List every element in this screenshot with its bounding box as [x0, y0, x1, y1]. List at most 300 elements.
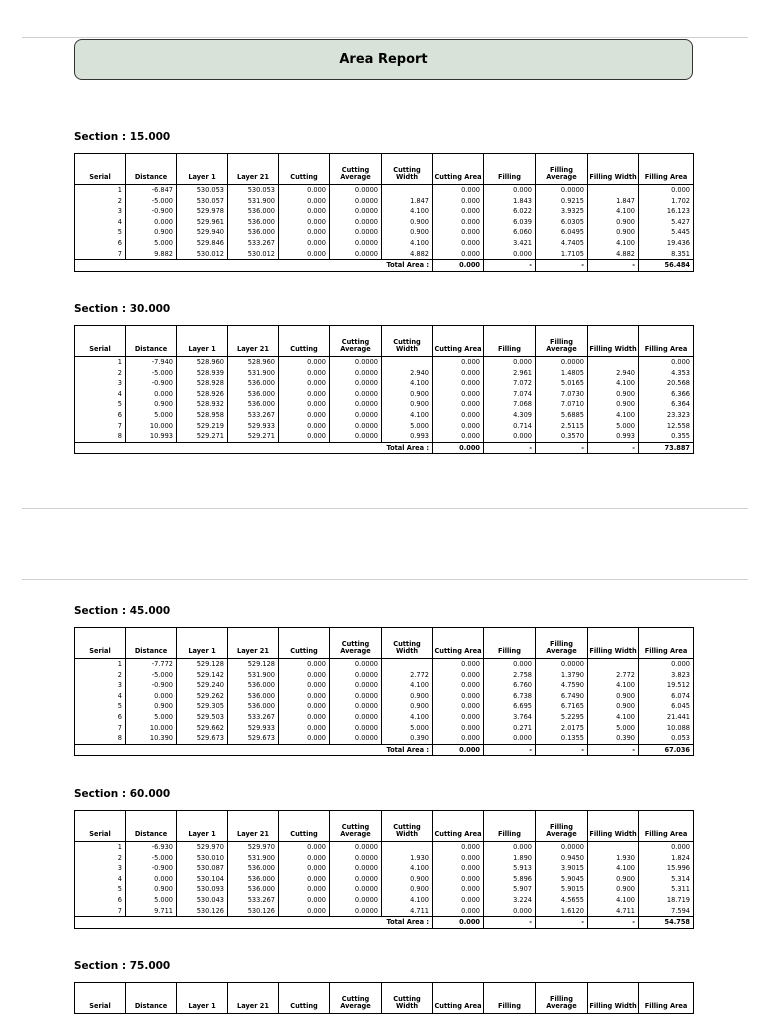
section-block: [74, 605, 693, 756]
column-header: Filling Average: [536, 628, 588, 659]
table-cell: 0.0000: [330, 227, 382, 238]
total-row: [75, 260, 694, 272]
table-cell: 0.000: [433, 421, 484, 432]
table-cell: 19.512: [639, 680, 694, 691]
table-cell: 0.0000: [536, 357, 588, 368]
table-cell: 4.7405: [536, 238, 588, 249]
table-cell: 531.900: [228, 368, 279, 379]
table-cell: 0.000: [433, 712, 484, 723]
column-header: Cutting Width: [382, 983, 433, 1014]
table-cell: 10.390: [126, 733, 177, 744]
table-cell: -7.772: [126, 659, 177, 670]
table-cell: 0.000: [484, 733, 536, 744]
table-cell: 0.000: [126, 217, 177, 228]
total-label: Total Area :: [382, 744, 433, 756]
table-cell: 528.932: [177, 399, 228, 410]
table-cell: 18.719: [639, 895, 694, 906]
table-cell: 536.000: [228, 884, 279, 895]
table-cell: 529.970: [177, 842, 228, 853]
table-cell: 5.913: [484, 863, 536, 874]
table-cell: 20.568: [639, 378, 694, 389]
total-label: Total Area :: [382, 260, 433, 272]
table-cell: 0.000: [433, 659, 484, 670]
table-cell: -5.000: [126, 853, 177, 864]
table-cell: 0.000: [433, 217, 484, 228]
table-cell: 5.000: [126, 712, 177, 723]
table-row: [75, 238, 694, 249]
table-cell: 4.100: [588, 712, 639, 723]
table-cell: 5.907: [484, 884, 536, 895]
table-cell: 3.764: [484, 712, 536, 723]
table-cell: 528.958: [177, 410, 228, 421]
table-row: [75, 853, 694, 864]
column-header: Layer 1: [177, 326, 228, 357]
table-cell: 5.311: [639, 884, 694, 895]
table-cell: 0.000: [484, 906, 536, 917]
table-cell: 533.267: [228, 895, 279, 906]
table-cell: 0.0000: [330, 853, 382, 864]
table-cell: 0.000: [279, 217, 330, 228]
table-cell: 528.939: [177, 368, 228, 379]
table-row: [75, 863, 694, 874]
table-cell: 0.000: [279, 249, 330, 260]
table-cell: 2: [75, 196, 126, 207]
table-cell: 0.000: [433, 378, 484, 389]
table-cell: 4.882: [588, 249, 639, 260]
table-cell: 530.093: [177, 884, 228, 895]
table-cell: 0.000: [279, 357, 330, 368]
table-cell: 4.7590: [536, 680, 588, 691]
table-cell: 5.896: [484, 874, 536, 885]
table-cell: 4.711: [382, 906, 433, 917]
total-cutting-area: 0.000: [433, 442, 484, 454]
total-label: Total Area :: [382, 442, 433, 454]
table-cell: 6.0495: [536, 227, 588, 238]
table-cell: [382, 842, 433, 853]
total-filling-average: -: [536, 260, 588, 272]
column-header: Cutting Average: [330, 983, 382, 1014]
table-cell: 0.0000: [330, 691, 382, 702]
column-header: Serial: [75, 983, 126, 1014]
table-cell: 0.000: [433, 701, 484, 712]
table-cell: 530.104: [177, 874, 228, 885]
column-header: Cutting: [279, 811, 330, 842]
column-header: Cutting Average: [330, 154, 382, 185]
table-cell: -0.900: [126, 206, 177, 217]
table-header-row: [75, 628, 694, 659]
table-cell: [588, 357, 639, 368]
table-cell: 6: [75, 238, 126, 249]
table-cell: 0.000: [279, 196, 330, 207]
table-cell: 0.000: [279, 874, 330, 885]
table-cell: 5.314: [639, 874, 694, 885]
table-cell: 6.022: [484, 206, 536, 217]
table-cell: 16.123: [639, 206, 694, 217]
page-divider: [22, 579, 748, 580]
table-cell: 3: [75, 680, 126, 691]
table-row: [75, 733, 694, 744]
column-header: Distance: [126, 154, 177, 185]
table-cell: 0.000: [279, 853, 330, 864]
table-cell: 0.0000: [330, 217, 382, 228]
table-cell: 0.900: [382, 399, 433, 410]
table-cell: 0.000: [279, 410, 330, 421]
table-cell: 0.0000: [330, 733, 382, 744]
total-filling: -: [484, 260, 536, 272]
table-cell: 0.000: [433, 884, 484, 895]
table-cell: [382, 357, 433, 368]
table-cell: 528.928: [177, 378, 228, 389]
table-cell: 4: [75, 874, 126, 885]
table-cell: 7: [75, 421, 126, 432]
table-cell: 0.000: [279, 368, 330, 379]
table-cell: [588, 842, 639, 853]
page-divider: [22, 37, 748, 38]
table-cell: 7: [75, 906, 126, 917]
table-cell: 0.053: [639, 733, 694, 744]
total-spacer: [75, 442, 382, 454]
table-cell: 4.100: [588, 238, 639, 249]
table-cell: 0.000: [639, 185, 694, 196]
column-header: Cutting Average: [330, 811, 382, 842]
total-filling-area: 73.887: [639, 442, 694, 454]
table-cell: 6.760: [484, 680, 536, 691]
total-cutting-area: 0.000: [433, 744, 484, 756]
total-cutting-area: 0.000: [433, 917, 484, 929]
table-cell: 0.000: [484, 185, 536, 196]
column-header: Filling: [484, 628, 536, 659]
column-header: Filling: [484, 326, 536, 357]
table-cell: 6: [75, 410, 126, 421]
table-cell: 3.224: [484, 895, 536, 906]
table-cell: 1.824: [639, 853, 694, 864]
table-cell: 0.900: [382, 217, 433, 228]
table-cell: 0.000: [433, 389, 484, 400]
table-row: [75, 421, 694, 432]
table-row: [75, 723, 694, 734]
table-cell: -0.900: [126, 863, 177, 874]
table-row: [75, 884, 694, 895]
table-cell: 530.126: [177, 906, 228, 917]
table-cell: 0.000: [433, 238, 484, 249]
table-cell: 2.772: [588, 670, 639, 681]
table-header-row: [75, 983, 694, 1014]
table-cell: 0.390: [382, 733, 433, 744]
table-cell: 7.594: [639, 906, 694, 917]
column-header: Filling Width: [588, 154, 639, 185]
table-cell: 4.100: [382, 206, 433, 217]
table-cell: 0.0000: [330, 659, 382, 670]
total-filling-area: 54.758: [639, 917, 694, 929]
table-cell: 7.0710: [536, 399, 588, 410]
table-cell: 0.000: [279, 659, 330, 670]
total-row: [75, 744, 694, 756]
table-cell: 5.000: [588, 421, 639, 432]
table-cell: 6.7165: [536, 701, 588, 712]
column-header: Cutting: [279, 326, 330, 357]
table-cell: 6.364: [639, 399, 694, 410]
table-cell: 531.900: [228, 196, 279, 207]
table-row: [75, 670, 694, 681]
area-table: [74, 982, 694, 1014]
table-cell: 0.0000: [330, 399, 382, 410]
table-cell: 0.000: [484, 357, 536, 368]
table-cell: 0.0000: [330, 431, 382, 442]
table-cell: 2.940: [588, 368, 639, 379]
table-cell: -5.000: [126, 670, 177, 681]
table-cell: -5.000: [126, 196, 177, 207]
table-cell: 529.262: [177, 691, 228, 702]
table-cell: 4.100: [382, 378, 433, 389]
table-cell: 536.000: [228, 691, 279, 702]
table-header-row: [75, 154, 694, 185]
table-cell: 0.000: [279, 680, 330, 691]
table-cell: 0.0000: [330, 389, 382, 400]
table-cell: 0.900: [382, 701, 433, 712]
table-cell: 536.000: [228, 378, 279, 389]
table-cell: 8.351: [639, 249, 694, 260]
table-cell: 0.900: [126, 399, 177, 410]
table-cell: 2.772: [382, 670, 433, 681]
total-filling-area: 56.484: [639, 260, 694, 272]
table-cell: 4.100: [382, 410, 433, 421]
table-cell: 0.000: [433, 249, 484, 260]
column-header: Filling Area: [639, 628, 694, 659]
table-cell: 536.000: [228, 217, 279, 228]
table-cell: 0.900: [382, 884, 433, 895]
table-cell: 3: [75, 206, 126, 217]
table-cell: 1.7105: [536, 249, 588, 260]
table-cell: 0.0000: [330, 670, 382, 681]
table-cell: 1.890: [484, 853, 536, 864]
section-block: [74, 788, 693, 929]
section-title: Section : 45.000: [74, 605, 171, 617]
table-row: [75, 431, 694, 442]
table-row: [75, 410, 694, 421]
table-row: [75, 691, 694, 702]
column-header: Distance: [126, 326, 177, 357]
table-cell: 0.0000: [330, 421, 382, 432]
table-cell: 0.355: [639, 431, 694, 442]
area-table: [74, 627, 694, 756]
table-cell: 4.309: [484, 410, 536, 421]
table-cell: 0.900: [588, 691, 639, 702]
table-cell: 530.053: [177, 185, 228, 196]
table-cell: 4.100: [382, 238, 433, 249]
table-cell: 4.100: [382, 680, 433, 691]
table-cell: -0.900: [126, 378, 177, 389]
table-cell: 536.000: [228, 389, 279, 400]
table-row: [75, 906, 694, 917]
column-header: Layer 21: [228, 326, 279, 357]
report-title: Area Report: [74, 39, 693, 80]
table-cell: -0.900: [126, 680, 177, 691]
table-cell: 3.823: [639, 670, 694, 681]
table-cell: 1.930: [382, 853, 433, 864]
table-cell: 3.9015: [536, 863, 588, 874]
table-cell: 529.128: [228, 659, 279, 670]
table-cell: 0.000: [126, 691, 177, 702]
table-cell: 0.0000: [330, 906, 382, 917]
table-cell: 0.000: [279, 691, 330, 702]
column-header: Filling Average: [536, 983, 588, 1014]
column-header: Filling Area: [639, 983, 694, 1014]
table-cell: 529.142: [177, 670, 228, 681]
table-cell: 7: [75, 249, 126, 260]
table-cell: 0.000: [433, 853, 484, 864]
table-cell: 0.000: [126, 389, 177, 400]
table-cell: 529.846: [177, 238, 228, 249]
column-header: Layer 21: [228, 811, 279, 842]
table-row: [75, 368, 694, 379]
table-cell: 0.900: [588, 389, 639, 400]
column-header: Cutting Area: [433, 326, 484, 357]
table-cell: 0.000: [433, 863, 484, 874]
table-cell: 0.000: [433, 733, 484, 744]
column-header: Cutting Width: [382, 154, 433, 185]
table-cell: 536.000: [228, 206, 279, 217]
table-cell: 0.000: [279, 399, 330, 410]
table-cell: 0.0000: [330, 712, 382, 723]
table-cell: 529.271: [177, 431, 228, 442]
column-header: Cutting Width: [382, 628, 433, 659]
table-cell: 529.271: [228, 431, 279, 442]
total-filling-area: 67.036: [639, 744, 694, 756]
table-cell: 1.847: [588, 196, 639, 207]
table-row: [75, 659, 694, 670]
area-table: [74, 810, 694, 929]
total-label: Total Area :: [382, 917, 433, 929]
table-cell: 0.714: [484, 421, 536, 432]
table-cell: 0.900: [588, 217, 639, 228]
table-cell: 6.060: [484, 227, 536, 238]
table-cell: 6: [75, 895, 126, 906]
total-filling: -: [484, 744, 536, 756]
table-row: [75, 895, 694, 906]
table-cell: 0.000: [279, 906, 330, 917]
table-cell: 0.000: [279, 389, 330, 400]
table-cell: 0.000: [279, 206, 330, 217]
table-cell: 2: [75, 670, 126, 681]
section-title: Section : 75.000: [74, 960, 171, 972]
column-header: Filling Area: [639, 811, 694, 842]
table-cell: 0.000: [279, 733, 330, 744]
column-header: Layer 21: [228, 983, 279, 1014]
table-cell: 530.043: [177, 895, 228, 906]
table-cell: 7.0730: [536, 389, 588, 400]
table-cell: 21.441: [639, 712, 694, 723]
table-header-row: [75, 811, 694, 842]
table-cell: 5.9045: [536, 874, 588, 885]
table-cell: 0.000: [279, 895, 330, 906]
table-cell: 530.010: [177, 853, 228, 864]
table-cell: -7.940: [126, 357, 177, 368]
table-cell: 2.961: [484, 368, 536, 379]
total-filling-width: -: [588, 744, 639, 756]
column-header: Layer 1: [177, 628, 228, 659]
table-cell: 5.000: [588, 723, 639, 734]
table-cell: 530.057: [177, 196, 228, 207]
table-cell: 10.993: [126, 431, 177, 442]
table-cell: 4.100: [588, 680, 639, 691]
table-cell: 0.0000: [330, 238, 382, 249]
table-cell: 5.9015: [536, 884, 588, 895]
table-cell: 5: [75, 399, 126, 410]
table-cell: 530.087: [177, 863, 228, 874]
column-header: Cutting Area: [433, 628, 484, 659]
table-cell: 536.000: [228, 227, 279, 238]
table-cell: 0.000: [639, 659, 694, 670]
column-header: Cutting Width: [382, 811, 433, 842]
column-header: Layer 21: [228, 154, 279, 185]
table-cell: 7.068: [484, 399, 536, 410]
table-cell: 5.000: [126, 895, 177, 906]
table-cell: 0.0000: [330, 884, 382, 895]
table-cell: 1.843: [484, 196, 536, 207]
table-cell: 2.0175: [536, 723, 588, 734]
table-cell: 0.0000: [330, 368, 382, 379]
total-filling-average: -: [536, 917, 588, 929]
table-cell: 6.0305: [536, 217, 588, 228]
table-row: [75, 680, 694, 691]
table-cell: 10.000: [126, 421, 177, 432]
column-header: Cutting: [279, 628, 330, 659]
table-cell: 529.978: [177, 206, 228, 217]
total-filling: -: [484, 442, 536, 454]
table-cell: 529.503: [177, 712, 228, 723]
table-cell: 6.039: [484, 217, 536, 228]
table-cell: 1: [75, 842, 126, 853]
table-cell: 0.000: [433, 410, 484, 421]
table-cell: 529.673: [177, 733, 228, 744]
table-cell: 530.012: [228, 249, 279, 260]
table-cell: 0.900: [382, 227, 433, 238]
table-row: [75, 399, 694, 410]
table-cell: 528.960: [228, 357, 279, 368]
table-cell: 2.940: [382, 368, 433, 379]
table-cell: 529.933: [228, 421, 279, 432]
table-cell: 0.000: [433, 368, 484, 379]
table-cell: 0.000: [433, 895, 484, 906]
column-header: Filling Average: [536, 811, 588, 842]
table-cell: 8: [75, 733, 126, 744]
table-cell: 4.100: [588, 206, 639, 217]
section-block: [74, 303, 693, 454]
table-row: [75, 196, 694, 207]
table-cell: 4.100: [588, 378, 639, 389]
table-cell: 4: [75, 217, 126, 228]
table-cell: 1.6120: [536, 906, 588, 917]
column-header: Layer 1: [177, 811, 228, 842]
total-filling-width: -: [588, 260, 639, 272]
table-cell: 0.000: [433, 431, 484, 442]
table-cell: 6: [75, 712, 126, 723]
column-header: Filling Width: [588, 811, 639, 842]
table-header-row: [75, 326, 694, 357]
table-cell: 0.000: [484, 842, 536, 853]
table-cell: 4.5655: [536, 895, 588, 906]
table-cell: 12.558: [639, 421, 694, 432]
column-header: Serial: [75, 326, 126, 357]
table-cell: 531.900: [228, 853, 279, 864]
table-cell: 19.436: [639, 238, 694, 249]
section-title: Section : 30.000: [74, 303, 171, 315]
table-row: [75, 217, 694, 228]
table-cell: 0.0000: [330, 196, 382, 207]
table-cell: 4.882: [382, 249, 433, 260]
table-cell: 2.758: [484, 670, 536, 681]
column-header: Cutting: [279, 983, 330, 1014]
